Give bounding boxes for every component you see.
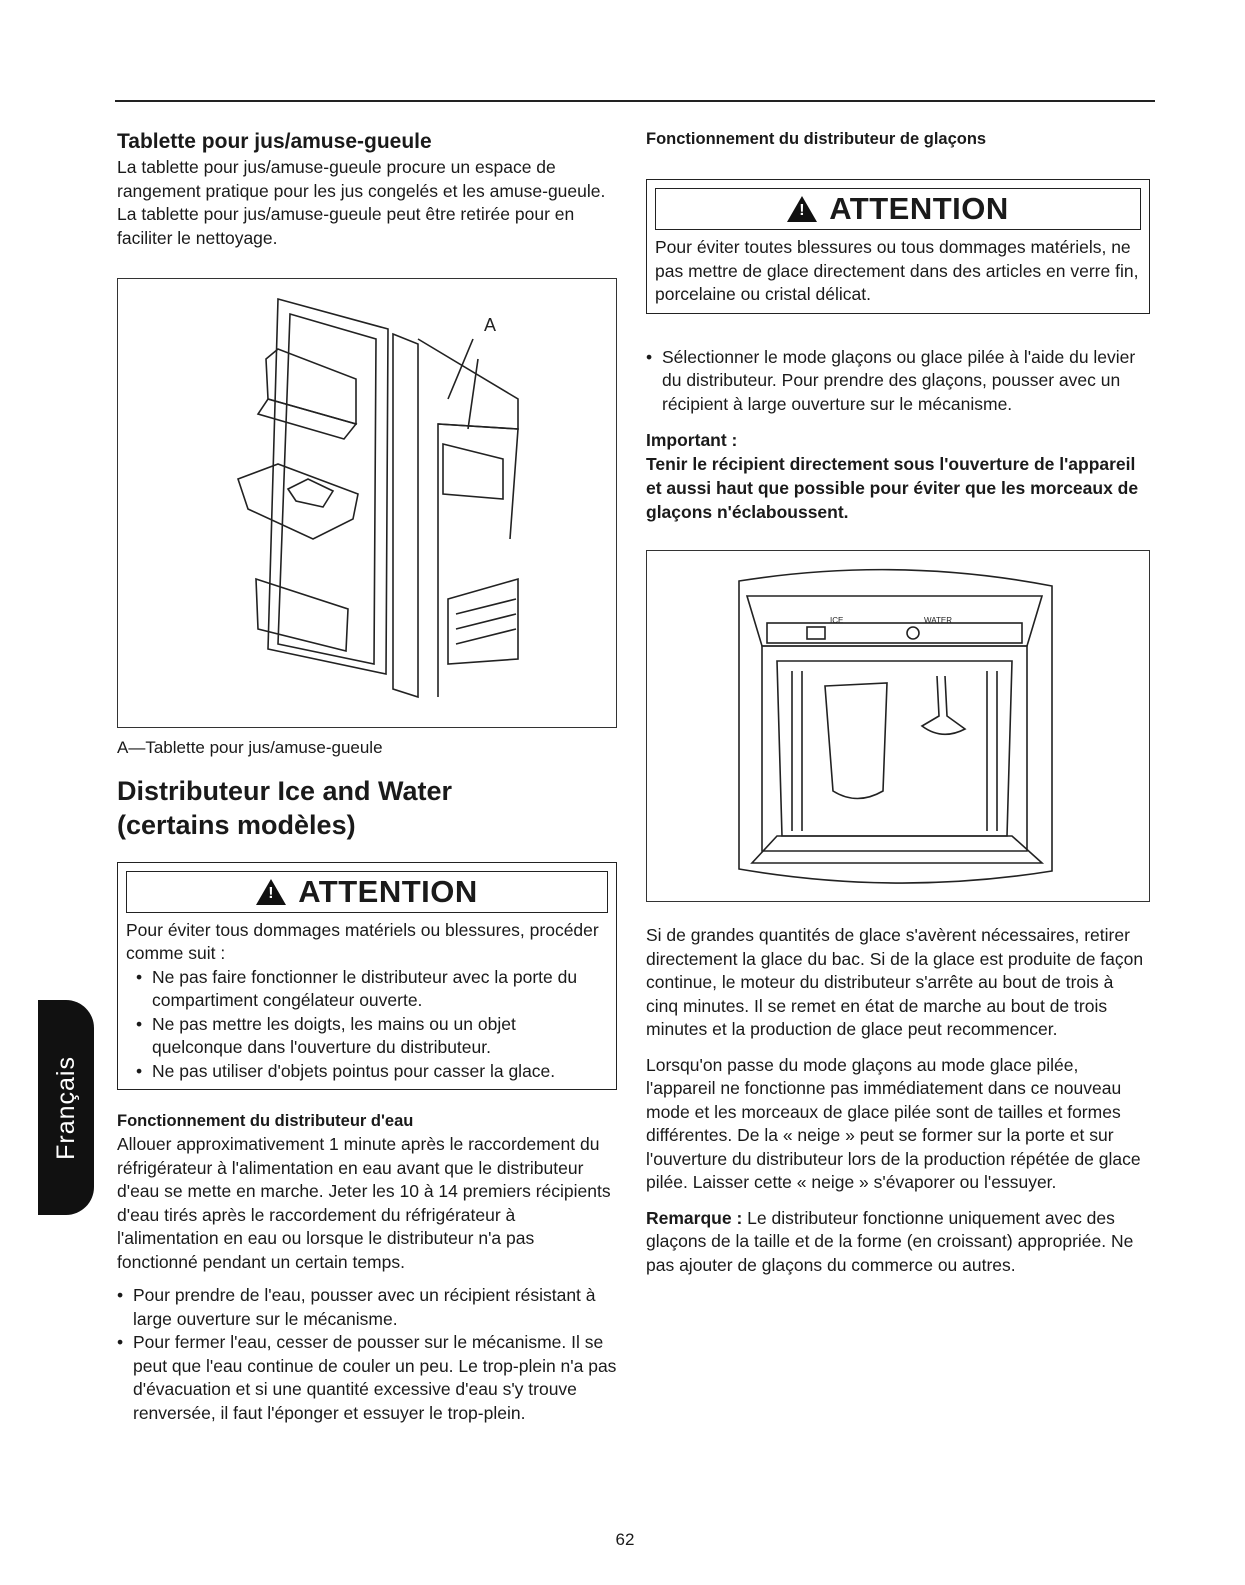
panel-ice-label: ICE <box>830 616 844 625</box>
snack-shelf-title: Tablette pour jus/amuse-gueule <box>117 130 432 153</box>
ice-dispenser-heading: Fonctionnement du distributeur de glaçons <box>646 130 987 148</box>
left-column <box>117 130 617 1425</box>
language-tab-label: Français <box>51 1055 80 1160</box>
snack-shelf-figure <box>117 278 617 728</box>
snack-shelf-caption: A—Tablette pour jus/amuse-gueule <box>117 738 383 757</box>
panel-water-label: WATER <box>924 616 952 625</box>
warning-triangle-icon <box>256 879 286 905</box>
dispenser-warning-box <box>117 862 617 1091</box>
important-label: Important : <box>646 430 738 450</box>
important-text: Tenir le récipient directement sous l'ouverture de l'appareil et aussi haut que possible pour éviter que les morceaux de glaçons n'éclaboussent. <box>646 454 1139 522</box>
figure-label-a: A <box>484 315 497 335</box>
refrigerator-door-illustration <box>118 279 618 727</box>
language-tab <box>38 1000 94 1215</box>
snack-shelf-text: La tablette pour jus/amuse-gueule procure un espace de rangement pratique pour les jus congelés et les amuse-gueule. La tablette pour jus/amuse-gueule peut être retirée pour en faciliter le nettoyage. <box>117 157 606 248</box>
dispenser-figure <box>646 550 1150 902</box>
warning-header <box>126 871 608 913</box>
ice-warning-text: Pour éviter toutes blessures ou tous dommages matériels, ne pas mettre de glace directement dans des articles en verre fin, porcelaine ou cristal délicat. <box>655 237 1139 304</box>
ice-warning-box <box>646 179 1150 314</box>
dispenser-title-line-2: (certains modèles) <box>117 809 356 840</box>
ice-note <box>646 1207 1150 1278</box>
note-label: Remarque : <box>646 1207 743 1228</box>
right-column <box>646 130 1150 1277</box>
top-rule <box>115 100 1155 102</box>
page-number: 62 <box>615 1530 635 1549</box>
water-item: • Pour fermer l'eau, cesser de pousser sur le mécanisme. Il se peut que l'eau continue de couler un peu. Le trop-plein n'a pas d'évacuation et si une quantité excessive d'eau s'y trouve renversée, il faut l'éponger et essuyer le trop-plein. <box>117 1331 617 1425</box>
warning-item: • Ne pas utiliser d'objets pointus pour casser la glace. <box>136 1060 608 1084</box>
water-item: • Pour prendre de l'eau, pousser avec un récipient résistant à large ouverture sur le mécanisme. <box>117 1284 617 1331</box>
dispenser-illustration <box>647 551 1151 901</box>
warning-triangle-icon <box>787 196 817 222</box>
warning-item: • Ne pas mettre les doigts, les mains ou un objet quelconque dans l'ouverture du distributeur. <box>136 1013 608 1060</box>
warning-header <box>655 188 1141 230</box>
warning-title: ATTENTION <box>829 191 1009 226</box>
warning-intro: Pour éviter tous dommages matériels ou blessures, procéder comme suit : <box>126 919 599 963</box>
warning-item: • Ne pas faire fonctionner le distributeur avec la porte du compartiment congélateur ouverte. <box>136 966 608 1013</box>
water-dispenser-text: Allouer approximativement 1 minute après le raccordement du réfrigérateur à l'alimentation en eau avant que le distributeur d'eau se mette en marche. Jeter les 10 à 14 premiers récipients d'eau tirés après le raccordement du réfrigérateur à l'alimentation en eau ou lorsque le distributeur n'a pas fonctionné pendant un certain temps. <box>117 1134 611 1272</box>
ice-paragraph-1: Si de grandes quantités de glace s'avèrent nécessaires, retirer directement la glace du bac. Si de la glace est produite de façon continue, le moteur du distributeur s'arrête au bout de trois à cinq minutes. Il se remet en état de marche au bout de trois minutes et la production de glace peut recommencer. <box>646 925 1144 1039</box>
warning-title: ATTENTION <box>298 873 478 909</box>
ice-mode-item: • Sélectionner le mode glaçons ou glace pilée à l'aide du levier du distributeur. Pour prendre des glaçons, pousser avec un récipient à large ouverture sur le mécanisme. <box>646 346 1150 417</box>
water-dispenser-heading: Fonctionnement du distributeur d'eau <box>117 1112 414 1130</box>
dispenser-title-line-1: Distributeur Ice and Water <box>117 775 453 806</box>
note-text: Le distributeur fonctionne uniquement avec des glaçons de la taille et de la forme (en croissant) appropriée. Ne pas ajouter de glaçons du commerce ou autres. <box>646 1207 1134 1275</box>
ice-paragraph-2: Lorsqu'on passe du mode glaçons au mode glace pilée, l'appareil ne fonctionne pas immédiatement dans ce nouveau mode et les morceaux de glace pilée sont de tailles et formes différentes. De la « neige » peut se former sur la porte et sur l'ouverture du distributeur lors de la production répétée de glace pilée. Laisser cette « neige » s'évaporer ou l'essuyer. <box>646 1054 1141 1192</box>
